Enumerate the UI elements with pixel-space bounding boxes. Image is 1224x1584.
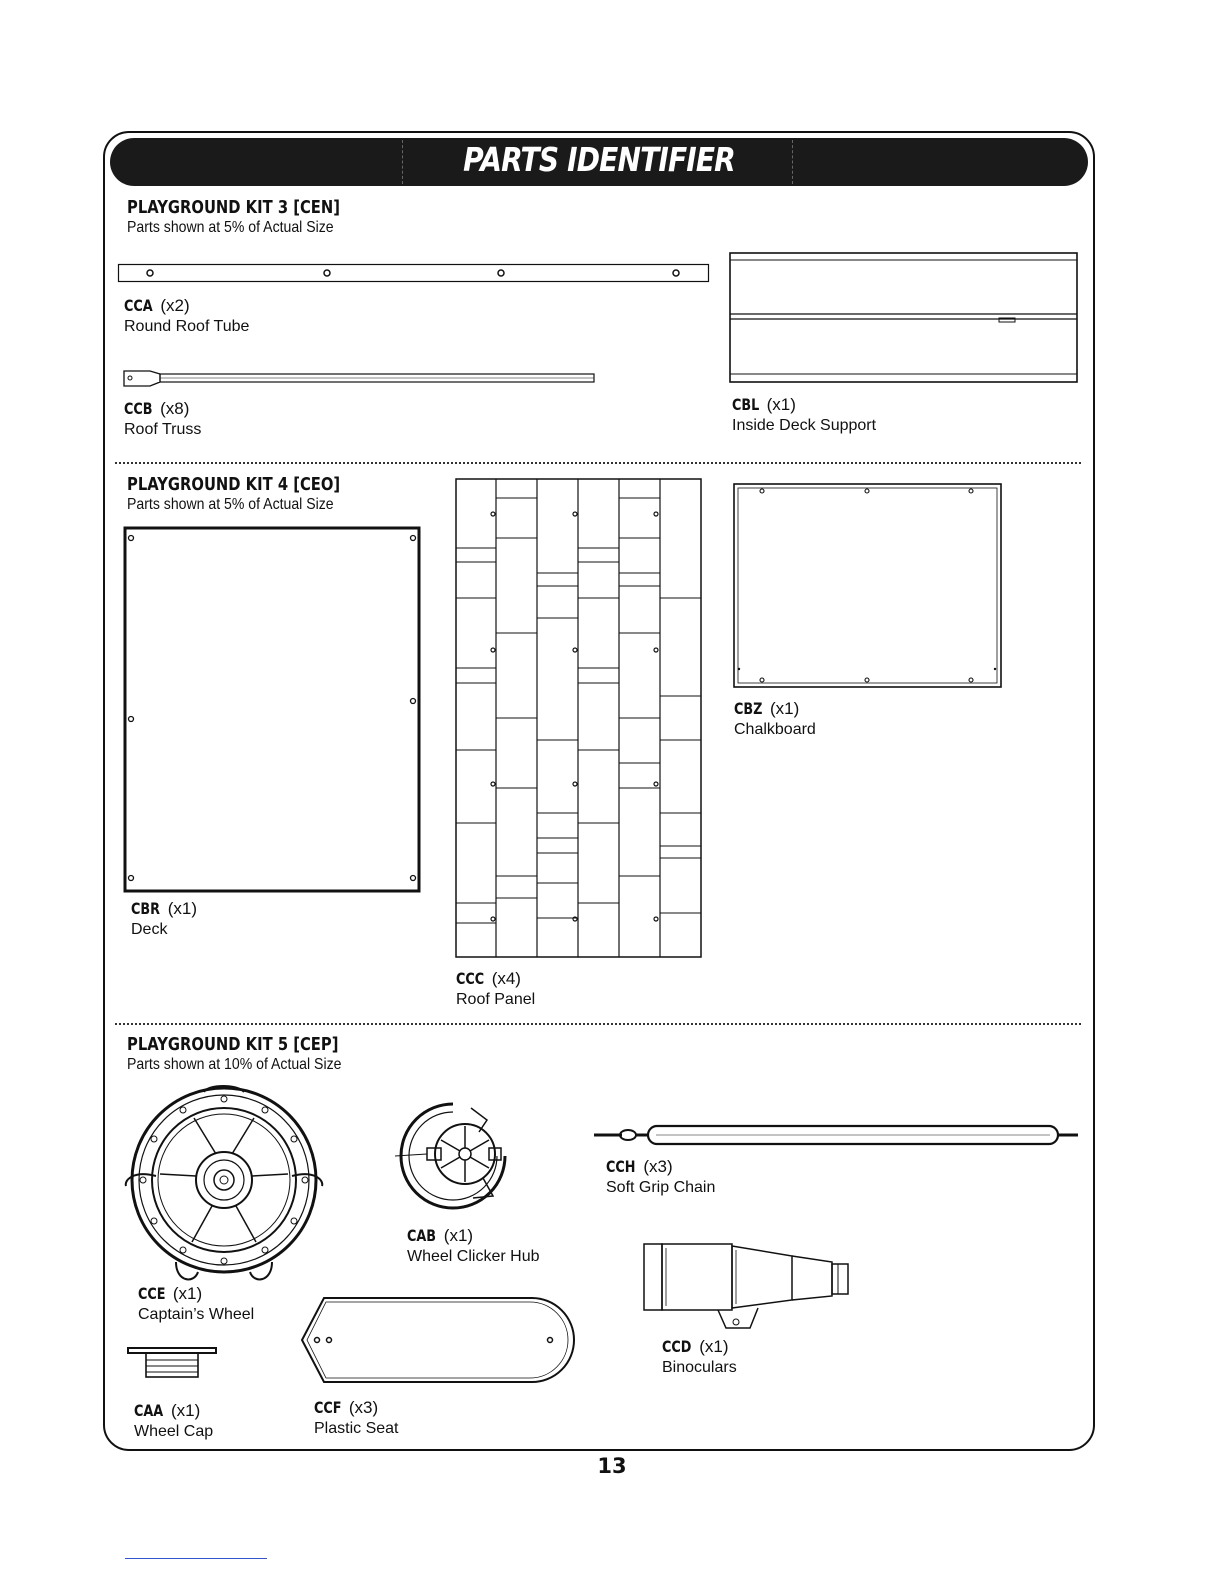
- part-code: CAB: [407, 1226, 437, 1245]
- wheel-cap-drawing: [126, 1346, 220, 1382]
- plastic-seat-drawing: [298, 1296, 576, 1386]
- part-code: CCD: [662, 1337, 692, 1356]
- part-ccc: [456, 969, 535, 1009]
- soft-grip-chain-drawing: [594, 1124, 1080, 1148]
- part-qty: (x1): [770, 699, 800, 718]
- part-name: Binoculars: [662, 1359, 737, 1376]
- part-caa: [134, 1401, 213, 1441]
- part-qty: (x1): [766, 395, 796, 414]
- part-code: CBR: [131, 899, 161, 918]
- part-ccd: [662, 1337, 737, 1377]
- section-divider: [115, 1023, 1081, 1025]
- part-code: CAA: [134, 1401, 164, 1420]
- part-cbr: [131, 899, 197, 939]
- part-code: CBL: [732, 395, 760, 414]
- section-divider: [115, 462, 1081, 464]
- part-cce: [138, 1284, 254, 1324]
- part-qty: (x1): [699, 1337, 729, 1356]
- part-code: CCE: [138, 1284, 166, 1303]
- part-name: Plastic Seat: [314, 1420, 399, 1437]
- kit4-subtitle: Parts shown at 5% of Actual Size: [127, 496, 334, 513]
- part-name: Roof Truss: [124, 421, 202, 438]
- part-qty: (x8): [160, 399, 190, 418]
- part-qty: (x2): [160, 296, 190, 315]
- kit3-title: PLAYGROUND KIT 3 [CEN]: [127, 197, 340, 218]
- header-banner: [110, 138, 1088, 186]
- part-ccb: [124, 399, 201, 439]
- roof-truss-drawing: [120, 368, 596, 390]
- part-code: CBZ: [734, 699, 763, 718]
- part-qty: (x1): [443, 1226, 474, 1245]
- deck-drawing: [123, 526, 421, 894]
- part-ccf: [314, 1398, 398, 1438]
- kit3-subtitle: Parts shown at 5% of Actual Size: [127, 219, 334, 236]
- wheel-clicker-hub-drawing: [393, 1100, 511, 1212]
- part-name: Soft Grip Chain: [606, 1179, 716, 1196]
- page-number: 13: [597, 1454, 627, 1478]
- part-qty: (x3): [348, 1398, 379, 1417]
- part-cbz: [734, 699, 816, 739]
- part-qty: (x1): [172, 1284, 203, 1303]
- page-title: PARTS IDENTIFIER: [463, 140, 735, 179]
- part-qty: (x3): [643, 1157, 673, 1176]
- part-name: Captain’s Wheel: [138, 1306, 255, 1323]
- part-code: CCA: [124, 296, 153, 315]
- chalkboard-drawing: [733, 483, 1003, 689]
- part-qty: (x4): [491, 969, 521, 988]
- part-name: Round Roof Tube: [124, 318, 250, 335]
- kit5-title: PLAYGROUND KIT 5 [CEP]: [127, 1034, 339, 1055]
- part-cch: [606, 1157, 715, 1197]
- round-roof-tube-drawing: [118, 264, 710, 284]
- kit5-subtitle: Parts shown at 10% of Actual Size: [127, 1056, 342, 1073]
- binoculars-drawing: [642, 1242, 852, 1334]
- part-qty: (x1): [170, 1401, 201, 1420]
- part-name: Chalkboard: [734, 721, 816, 738]
- kit4-title: PLAYGROUND KIT 4 [CEO]: [127, 474, 341, 495]
- captains-wheel-drawing: [116, 1086, 332, 1286]
- inside-deck-support-drawing: [729, 252, 1079, 384]
- part-code: CCF: [314, 1398, 342, 1417]
- part-name: Roof Panel: [456, 991, 536, 1008]
- part-code: CCB: [124, 399, 153, 418]
- part-name: Wheel Cap: [134, 1423, 214, 1440]
- roof-panel-drawing: [455, 478, 703, 960]
- part-cab: [407, 1226, 539, 1266]
- part-name: Inside Deck Support: [732, 417, 877, 434]
- part-code: CCH: [606, 1157, 636, 1176]
- part-cca: [124, 296, 249, 336]
- footer-rule: [125, 1558, 267, 1559]
- part-name: Wheel Clicker Hub: [407, 1248, 540, 1265]
- part-code: CCC: [456, 969, 485, 988]
- part-qty: (x1): [167, 899, 197, 918]
- part-name: Deck: [131, 921, 168, 938]
- part-cbl: [732, 395, 876, 435]
